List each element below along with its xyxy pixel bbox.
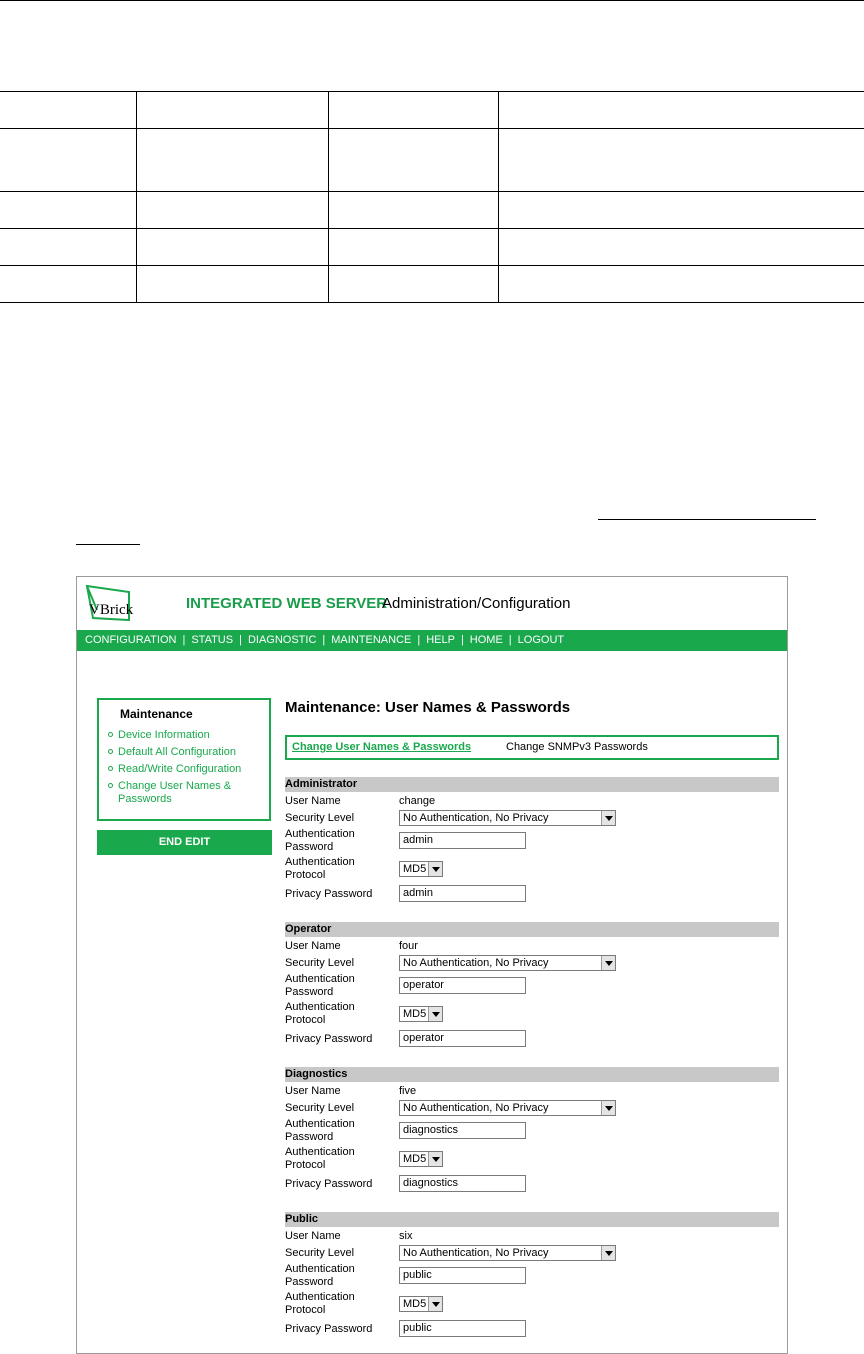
table-rule: [0, 228, 864, 229]
user-name-label: User Name: [285, 1085, 341, 1097]
ui-screenshot: [76, 576, 788, 1354]
auth-password-input[interactable]: diagnostics: [399, 1122, 526, 1139]
nav-separator: |: [417, 634, 421, 646]
nav-help[interactable]: HELP: [426, 634, 455, 646]
privacy-password-label: Privacy Password: [285, 888, 373, 900]
security-level-select[interactable]: [399, 1100, 616, 1116]
auth-password-label: Authentication Password: [285, 1263, 355, 1288]
privacy-password-label: Privacy Password: [285, 1033, 373, 1045]
app-title: INTEGRATED WEB SERVER: [186, 595, 388, 612]
chevron-down-icon: [601, 811, 615, 825]
user-name-value: four: [399, 940, 418, 952]
page-title: Maintenance: User Names & Passwords: [285, 699, 571, 716]
security-level-label: Security Level: [285, 957, 355, 969]
auth-password-input[interactable]: public: [399, 1267, 526, 1284]
chevron-down-icon: [428, 1007, 442, 1021]
security-level-value: No Authentication, No Privacy: [403, 812, 549, 824]
user-name-label: User Name: [285, 940, 341, 952]
sidebar-item-change-user-names-passwords[interactable]: [108, 780, 270, 806]
auth-protocol-select[interactable]: [399, 1296, 443, 1312]
account-section-operator: [285, 922, 779, 1062]
table-rule: [0, 128, 864, 129]
nav-separator: |: [322, 634, 326, 646]
security-level-label: Security Level: [285, 1102, 355, 1114]
table-column-divider: [136, 91, 137, 303]
user-name-value: five: [399, 1085, 417, 1097]
security-level-select[interactable]: [399, 955, 616, 971]
auth-password-input[interactable]: operator: [399, 977, 526, 994]
privacy-password-input[interactable]: public: [399, 1320, 526, 1337]
section-heading: Administrator: [285, 777, 779, 792]
table-column-divider: [328, 91, 329, 303]
bullet-icon: [108, 766, 113, 771]
auth-protocol-select[interactable]: [399, 1006, 443, 1022]
user-name-value: change: [399, 795, 436, 807]
sidebar-item-device-information[interactable]: [108, 729, 270, 742]
table-column-divider: [498, 91, 499, 303]
chevron-down-icon: [428, 862, 442, 876]
app-header: [77, 577, 787, 629]
link-underline: [598, 519, 816, 520]
privacy-password-input[interactable]: diagnostics: [399, 1175, 526, 1192]
sidebar-list: [108, 729, 270, 810]
auth-password-label: Authentication Password: [285, 973, 355, 998]
chevron-down-icon: [428, 1297, 442, 1311]
chevron-down-icon: [601, 1246, 615, 1260]
section-heading: Diagnostics: [285, 1067, 779, 1082]
chevron-down-icon: [601, 1101, 615, 1115]
privacy-password-input[interactable]: admin: [399, 885, 526, 902]
nav-separator: |: [239, 634, 242, 646]
account-section-public: [285, 1212, 779, 1352]
security-level-value: No Authentication, No Privacy: [403, 1102, 549, 1114]
security-level-label: Security Level: [285, 1247, 355, 1259]
security-level-value: No Authentication, No Privacy: [403, 1247, 549, 1259]
auth-protocol-label: Authentication Protocol: [285, 856, 355, 881]
nav-diagnostic[interactable]: DIAGNOSTIC: [247, 634, 317, 646]
nav-separator: |: [182, 634, 186, 646]
auth-password-label: Authentication Password: [285, 1118, 355, 1143]
table-rule: [0, 265, 864, 266]
logo-text: VBrick: [89, 602, 134, 618]
auth-protocol-label: Authentication Protocol: [285, 1001, 355, 1026]
user-name-label: User Name: [285, 795, 341, 807]
auth-password-input[interactable]: admin: [399, 832, 526, 849]
bullet-icon: [108, 749, 113, 754]
security-level-value: No Authentication, No Privacy: [403, 957, 549, 969]
bullet-icon: [108, 783, 113, 788]
table-rule: [0, 91, 864, 92]
security-level-label: Security Level: [285, 812, 355, 824]
app-subtitle: Administration/Configuration: [382, 595, 571, 612]
user-name-value: six: [399, 1230, 413, 1242]
nav-configuration[interactable]: CONFIGURATION: [85, 634, 177, 646]
sidebar-title: Maintenance: [120, 707, 193, 721]
sidebar-item-label: Read/Write Configuration: [118, 763, 242, 775]
security-level-select[interactable]: [399, 1245, 616, 1261]
vbrick-logo: [83, 582, 135, 624]
chevron-down-icon: [428, 1152, 442, 1166]
tab-bar: [285, 735, 779, 760]
security-level-select[interactable]: [399, 810, 616, 826]
table-rule: [0, 302, 864, 303]
auth-protocol-value: MD5: [403, 1153, 427, 1165]
sidebar-item-default-all-configuration[interactable]: [108, 746, 270, 759]
auth-protocol-select[interactable]: [399, 1151, 443, 1167]
sidebar-item-label: Change User Names & Passwords: [118, 780, 232, 805]
sidebar-item-label: Default All Configuration: [118, 746, 237, 758]
privacy-password-input[interactable]: operator: [399, 1030, 526, 1047]
section-heading: Public: [285, 1212, 779, 1227]
link-underline: [76, 544, 140, 545]
chevron-down-icon: [601, 956, 615, 970]
auth-protocol-select[interactable]: [399, 861, 443, 877]
sidebar-item-label: Device Information: [118, 729, 210, 741]
nav-home[interactable]: HOME: [469, 634, 503, 646]
nav-logout[interactable]: LOGOUT: [517, 634, 565, 646]
account-section-administrator: [285, 777, 779, 917]
privacy-password-label: Privacy Password: [285, 1323, 373, 1335]
privacy-password-label: Privacy Password: [285, 1178, 373, 1190]
end-edit-button[interactable]: END EDIT: [97, 830, 272, 855]
nav-status[interactable]: STATUS: [191, 634, 234, 646]
top-nav: [77, 630, 787, 651]
table-rule: [0, 191, 864, 192]
auth-protocol-value: MD5: [403, 1008, 427, 1020]
nav-separator: |: [508, 634, 512, 646]
bullet-icon: [108, 732, 113, 737]
auth-protocol-value: MD5: [403, 1298, 427, 1310]
auth-protocol-value: MD5: [403, 863, 427, 875]
sidebar: [97, 698, 271, 821]
tab-change-user-names-passwords[interactable]: Change User Names & Passwords: [292, 741, 472, 753]
account-section-diagnostics: [285, 1067, 779, 1207]
nav-maintenance[interactable]: MAINTENANCE: [331, 634, 412, 646]
sidebar-item-read-write-configuration[interactable]: [108, 763, 270, 776]
user-name-label: User Name: [285, 1230, 341, 1242]
tab-change-snmpv3-passwords[interactable]: Change SNMPv3 Passwords: [506, 741, 648, 753]
section-heading: Operator: [285, 922, 779, 937]
page-top-rule: [0, 0, 864, 1]
nav-separator: |: [460, 634, 464, 646]
auth-password-label: Authentication Password: [285, 828, 355, 853]
auth-protocol-label: Authentication Protocol: [285, 1146, 355, 1171]
auth-protocol-label: Authentication Protocol: [285, 1291, 355, 1316]
